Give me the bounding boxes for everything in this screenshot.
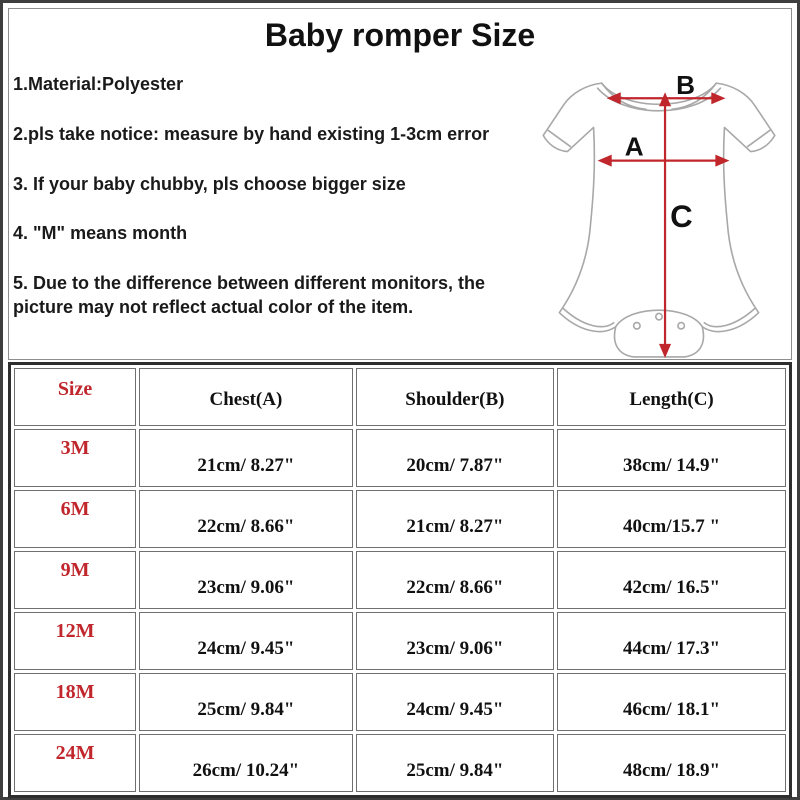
note-month: 4. "M" means month (13, 223, 188, 244)
size-label: 9M (14, 551, 136, 609)
chest-value: 22cm/ 8.66" (139, 490, 353, 548)
romper-outline-icon (543, 83, 775, 357)
table-row-6m (14, 490, 786, 548)
chest-value: 24cm/ 9.45" (139, 612, 353, 670)
table-row-3m (14, 429, 786, 487)
length-value: 46cm/ 18.1" (557, 673, 786, 731)
page-title: Baby romper Size (264, 17, 536, 53)
note-material: 1.Material:Polyester (13, 74, 184, 94)
length-value: 42cm/ 16.5" (557, 551, 786, 609)
table-row-9m (14, 551, 786, 609)
chest-value: 23cm/ 9.06" (139, 551, 353, 609)
shoulder-value: 23cm/ 9.06" (356, 612, 554, 670)
size-label: 3M (14, 429, 136, 487)
info-section (8, 8, 792, 360)
romper-measurement-diagram (523, 63, 795, 365)
length-value: 44cm/ 17.3" (557, 612, 786, 670)
note-monitor-color: 5. Due to the difference between different monitors, the picture may not reflect actual color of the item. (13, 273, 486, 317)
column-header-shoulder: Shoulder(B) (356, 368, 554, 426)
column-header-length: Length(C) (557, 368, 786, 426)
shoulder-value: 25cm/ 9.84" (356, 734, 554, 792)
size-label: 12M (14, 612, 136, 670)
notes-list (13, 73, 529, 346)
chest-value: 21cm/ 8.27" (139, 429, 353, 487)
shoulder-value: 24cm/ 9.45" (356, 673, 554, 731)
size-label: 24M (14, 734, 136, 792)
shoulder-value: 21cm/ 8.27" (356, 490, 554, 548)
size-label: 18M (14, 673, 136, 731)
size-label: 6M (14, 490, 136, 548)
table-row-12m (14, 612, 786, 670)
measure-label-a: A (624, 131, 644, 162)
measure-label-b: B (676, 70, 696, 101)
chest-value: 26cm/ 10.24" (139, 734, 353, 792)
length-value: 48cm/ 18.9" (557, 734, 786, 792)
table-header-row (14, 368, 786, 426)
length-value: 38cm/ 14.9" (557, 429, 786, 487)
note-bigger-size: 3. If your baby chubby, pls choose bigger size (13, 173, 406, 194)
table-row-18m (14, 673, 786, 731)
shoulder-value: 22cm/ 8.66" (356, 551, 554, 609)
column-header-chest: Chest(A) (139, 368, 353, 426)
column-header-size: Size (14, 368, 136, 426)
shoulder-value: 20cm/ 7.87" (356, 429, 554, 487)
length-value: 40cm/15.7 " (557, 490, 786, 548)
note-measure-error: 2.pls take notice: measure by hand existing 1-3cm error (13, 123, 490, 144)
table-row-24m (14, 734, 786, 792)
chest-value: 25cm/ 9.84" (139, 673, 353, 731)
measure-label-c: C (670, 199, 693, 235)
size-table (8, 362, 792, 798)
